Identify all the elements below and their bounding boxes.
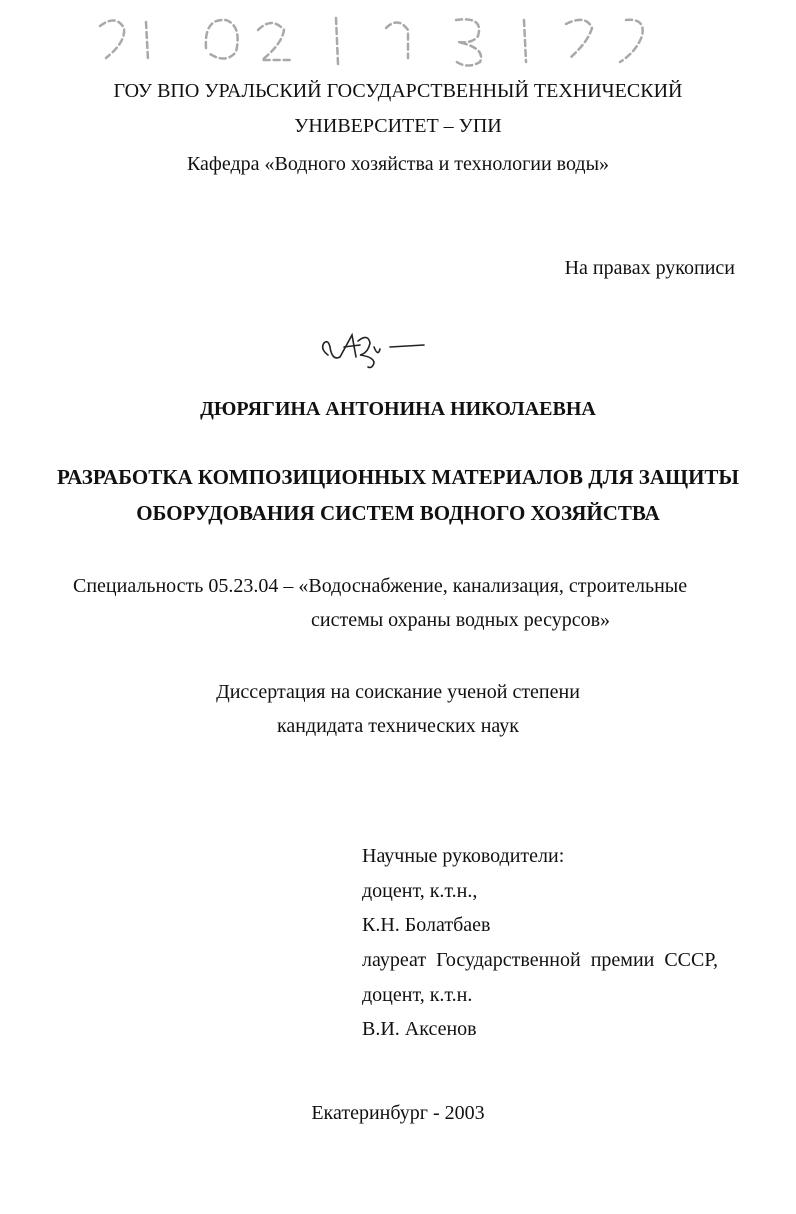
specialty-line2: системы охраны водных ресурсов» bbox=[311, 609, 611, 631]
supervisor-line: лауреат Государственной премии СССР, bbox=[362, 949, 718, 971]
degree-line2: кандидата технических наук bbox=[276, 715, 520, 737]
city-year: Екатеринбург - 2003 bbox=[311, 1102, 485, 1124]
degree-line1: Диссертация на соискание ученой степени bbox=[216, 681, 580, 703]
supervisors-heading: Научные руководители: bbox=[362, 845, 565, 867]
supervisor-line: доцент, к.т.н., bbox=[362, 880, 478, 902]
department: Кафедра «Водного хозяйства и технологии воды» bbox=[186, 153, 610, 175]
supervisor-line: В.И. Аксенов bbox=[362, 1018, 477, 1040]
institution-line2: УНИВЕРСИТЕТ – УПИ bbox=[294, 115, 502, 137]
supervisor-line: К.Н. Болатбаев bbox=[362, 914, 491, 936]
institution-line1: ГОУ ВПО УРАЛЬСКИЙ ГОСУДАРСТВЕННЫЙ ТЕХНИЧЕСКИЙ bbox=[113, 80, 683, 102]
author-name: ДЮРЯГИНА АНТОНИНА НИКОЛАЕВНА bbox=[200, 398, 596, 420]
author-signature-icon bbox=[318, 327, 430, 371]
specialty-line1: Специальность 05.23.04 – «Водоснабжение, канализация, строительные bbox=[73, 575, 688, 597]
thesis-title-line2: ОБОРУДОВАНИЯ СИСТЕМ ВОДНОГО ХОЗЯЙСТВА bbox=[136, 501, 660, 525]
supervisor-line: доцент, к.т.н. bbox=[362, 984, 473, 1006]
archive-number-stamp-icon bbox=[86, 8, 686, 70]
thesis-title-line1: РАЗРАБОТКА КОМПОЗИЦИОННЫХ МАТЕРИАЛОВ ДЛЯ ЗАЩИТЫ bbox=[56, 465, 740, 489]
manuscript-rights-note: На правах рукописи bbox=[564, 257, 735, 279]
